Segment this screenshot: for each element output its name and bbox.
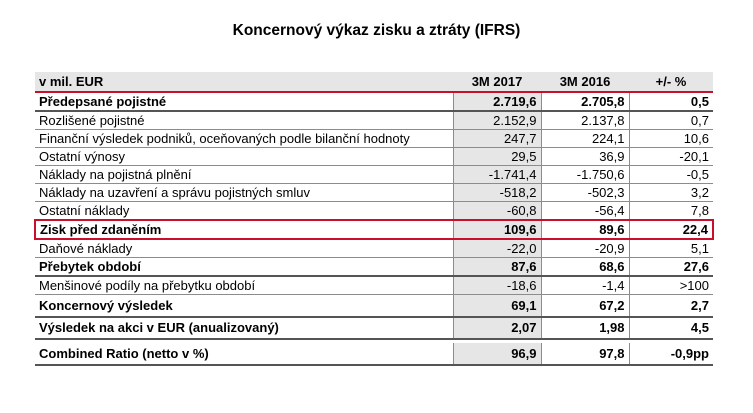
value-change: >100	[629, 276, 713, 295]
value-change: 2,7	[629, 295, 713, 317]
income-statement-table	[34, 72, 714, 366]
row-vysledek-na-akci	[35, 317, 713, 339]
row-predepsane-pojistne	[35, 92, 713, 111]
value-2017: 247,7	[453, 130, 541, 148]
value-2017: -518,2	[453, 184, 541, 202]
value-2016: 67,2	[541, 295, 629, 317]
row-mensinove-podily	[35, 276, 713, 295]
header-3m-2017: 3M 2017	[453, 72, 541, 92]
value-2017: -60,8	[453, 202, 541, 221]
value-change: 10,6	[629, 130, 713, 148]
row-label: Náklady na uzavření a správu pojistných smluv	[35, 184, 453, 202]
row-combined-ratio	[35, 343, 713, 365]
value-2017: 2.152,9	[453, 111, 541, 130]
row-label: Ostatní náklady	[35, 202, 453, 221]
value-2016: 2.705,8	[541, 92, 629, 111]
row-label: Daňové náklady	[35, 239, 453, 258]
row-naklady-pojistna-plneni	[35, 166, 713, 184]
value-change: 0,7	[629, 111, 713, 130]
row-label: Menšinové podíly na přebytku období	[35, 276, 453, 295]
row-financni-vysledek	[35, 130, 713, 148]
row-prebytek-obdobi	[35, 258, 713, 277]
row-label: Přebytek období	[35, 258, 453, 277]
value-2016: -1.750,6	[541, 166, 629, 184]
value-2016: 68,6	[541, 258, 629, 277]
row-ostatni-vynosy	[35, 148, 713, 166]
value-change: 4,5	[629, 317, 713, 339]
row-zisk-pred-zdanenim	[35, 220, 713, 239]
row-label: Koncernový výsledek	[35, 295, 453, 317]
value-2017: -1.741,4	[453, 166, 541, 184]
row-danove-naklady	[35, 239, 713, 258]
row-rozlisene-pojistne	[35, 111, 713, 130]
value-2017: 109,6	[453, 220, 541, 239]
header-change: +/- %	[629, 72, 713, 92]
row-label: Náklady na pojistná plnění	[35, 166, 453, 184]
row-ostatni-naklady	[35, 202, 713, 221]
header-unit: v mil. EUR	[35, 72, 453, 92]
row-naklady-uzavreni-sprava	[35, 184, 713, 202]
value-2016: 1,98	[541, 317, 629, 339]
report-title: Koncernový výkaz zisku a ztráty (IFRS)	[232, 22, 521, 39]
value-2017: 96,9	[453, 343, 541, 365]
value-change: 22,4	[629, 220, 713, 239]
header-3m-2016: 3M 2016	[541, 72, 629, 92]
value-2016: -56,4	[541, 202, 629, 221]
value-2017: -18,6	[453, 276, 541, 295]
value-2016: 97,8	[541, 343, 629, 365]
value-2017: 2,07	[453, 317, 541, 339]
value-2017: 69,1	[453, 295, 541, 317]
value-change: -0,5	[629, 166, 713, 184]
value-change: 5,1	[629, 239, 713, 258]
table-header-row	[35, 72, 713, 92]
value-change: 7,8	[629, 202, 713, 221]
row-label: Předepsané pojistné	[35, 92, 453, 111]
value-2017: 2.719,6	[453, 92, 541, 111]
row-label: Výsledek na akci v EUR (anualizovaný)	[35, 317, 453, 339]
value-2016: 224,1	[541, 130, 629, 148]
value-change: 0,5	[629, 92, 713, 111]
row-label: Combined Ratio (netto v %)	[35, 343, 453, 365]
value-change: -20,1	[629, 148, 713, 166]
value-2016: 89,6	[541, 220, 629, 239]
row-koncernovy-vysledek	[35, 295, 713, 317]
value-change: 27,6	[629, 258, 713, 277]
value-2017: -22,0	[453, 239, 541, 258]
value-2016: 36,9	[541, 148, 629, 166]
row-label: Ostatní výnosy	[35, 148, 453, 166]
value-2016: 2.137,8	[541, 111, 629, 130]
value-change: -0,9pp	[629, 343, 713, 365]
row-label: Finanční výsledek podniků, oceňovaných podle bilanční hodnoty	[35, 130, 453, 148]
value-2016: -502,3	[541, 184, 629, 202]
row-label: Zisk před zdaněním	[35, 220, 453, 239]
value-2017: 29,5	[453, 148, 541, 166]
value-2017: 87,6	[453, 258, 541, 277]
value-change: 3,2	[629, 184, 713, 202]
row-label: Rozlišené pojistné	[35, 111, 453, 130]
value-2016: -20,9	[541, 239, 629, 258]
value-2016: -1,4	[541, 276, 629, 295]
